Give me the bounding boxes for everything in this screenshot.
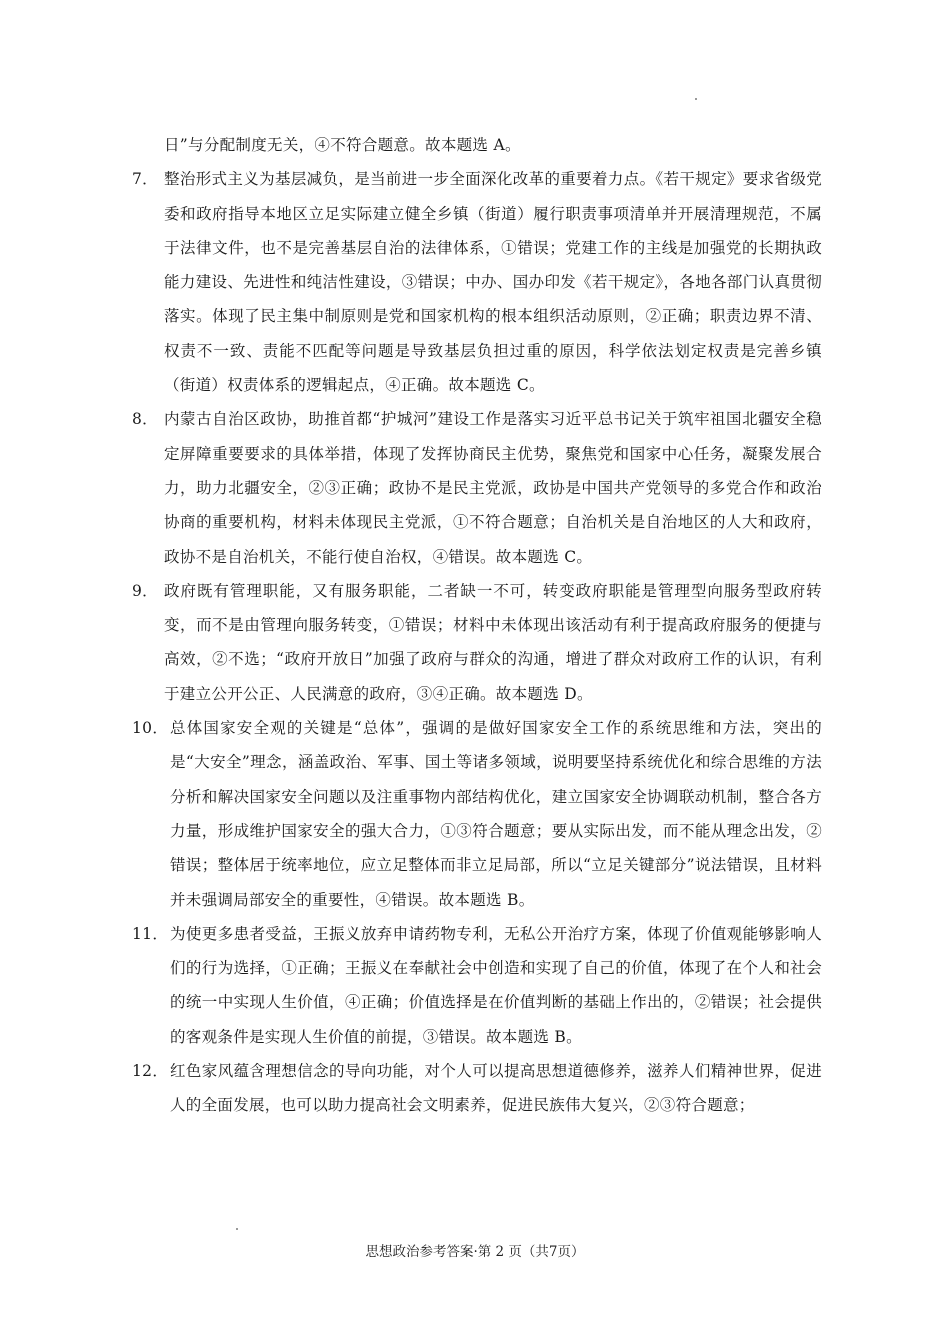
item-number: 7．: [132, 170, 158, 189]
item-text: 为使更多患者受益，王振义放弃申请药物专利，无私公开治疗方案，体现了价值观能够影响人们的行为选择，①正确；王振义在奉献社会中创造和实现了自己的价值，体现了在个人和社会的统一中实现人生价值，④正确；价值选择是在价值判断的基础上作出的，②错误；社会提供的客观条件是实现人生价值的前提，③错误。故本题选 B。: [170, 924, 822, 1046]
item-number: 10．: [132, 719, 169, 738]
item-number: 9．: [132, 581, 158, 600]
item-text: 整治形式主义为基层减负，是当前进一步全面深化改革的重要着力点。《若干规定》要求省级党委和政府指导本地区立足实际建立健全乡镇（街道）履行职责事项清单并开展清理规范，不属于法律文件，也不是完善基层自治的法律体系，①错误；党建工作的主线是加强党的长期执政能力建设、先进性和纯洁性建设，③错误；中办、国办印发《若干规定》，各地各部门认真贯彻落实。体现了民主集中制原则是党和国家机构的根本组织活动原则，②正确；职责边界不清、权责不一致、责能不匹配等问题是导致基层负担过重的原因，科学依法划定权责是完善乡镇（街道）权责体系的逻辑起点，④正确。故本题选 C。: [164, 170, 822, 395]
answer-item-11: [132, 917, 822, 1054]
scan-speck: [236, 1228, 238, 1230]
answer-content: [132, 128, 822, 1123]
item-number: 12．: [132, 1062, 169, 1081]
item-text: 内蒙古自治区政协，助推首都“护城河”建设工作是落实习近平总书记关于筑牢祖国北疆安全稳定屏障重要要求的具体举措，体现了发挥协商民主优势，聚焦党和国家中心任务，凝聚发展合力，助力北疆安全，②③正确；政协不是民主党派，政协是中国共产党领导的多党合作和政治协商的重要机构，材料未体现民主党派，①不符合题意；自治机关是自治地区的人大和政府，政协不是自治机关，不能行使自治权，④错误。故本题选 C。: [164, 410, 822, 566]
page-footer: 思想政治参考答案·第 2 页（共7页）: [365, 1244, 585, 1260]
continued-answer-text: 日”与分配制度无关，④不符合题意。故本题选 A。: [164, 136, 521, 154]
scan-speck: [695, 98, 697, 100]
item-text: 红色家风蕴含理想信念的导向功能，对个人可以提高思想道德修养，滋养人们精神世界，促进人的全面发展，也可以助力提高社会文明素养，促进民族伟大复兴，②③符合题意；: [170, 1062, 822, 1115]
answer-item-12: [132, 1054, 822, 1123]
answer-item-10: [132, 711, 822, 917]
answer-item-9: [132, 574, 822, 711]
answer-item-8: [132, 402, 822, 573]
item-number: 8．: [132, 410, 158, 429]
item-text: 总体国家安全观的关键是“总体”，强调的是做好国家安全工作的系统思维和方法，突出的是“大安全”理念，涵盖政治、军事、国土等诸多领域，说明要坚持系统优化和综合思维的方法分析和解决国家安全问题以及注重事物内部结构优化，建立国家安全协调联动机制，整合各方力量，形成维护国家安全的强大合力，①③符合题意；要从实际出发，而不能从理念出发，②错误；整体居于统率地位，应立足整体而非立足局部，所以“立足关键部分”说法错误，且材料并未强调局部安全的重要性，④错误。故本题选 B。: [170, 719, 822, 909]
answer-item-7: [132, 162, 822, 402]
item-number: 11．: [132, 924, 169, 943]
item-text: 政府既有管理职能，又有服务职能，二者缺一不可，转变政府职能是管理型向服务型政府转变，而不是由管理向服务转变，①错误；材料中未体现出该活动有利于提高政府服务的便捷与高效，②不选；“政府开放日”加强了政府与群众的沟通，增进了群众对政府工作的认识，有利于建立公开公正、人民满意的政府，③④正确。故本题选 D。: [164, 581, 822, 703]
